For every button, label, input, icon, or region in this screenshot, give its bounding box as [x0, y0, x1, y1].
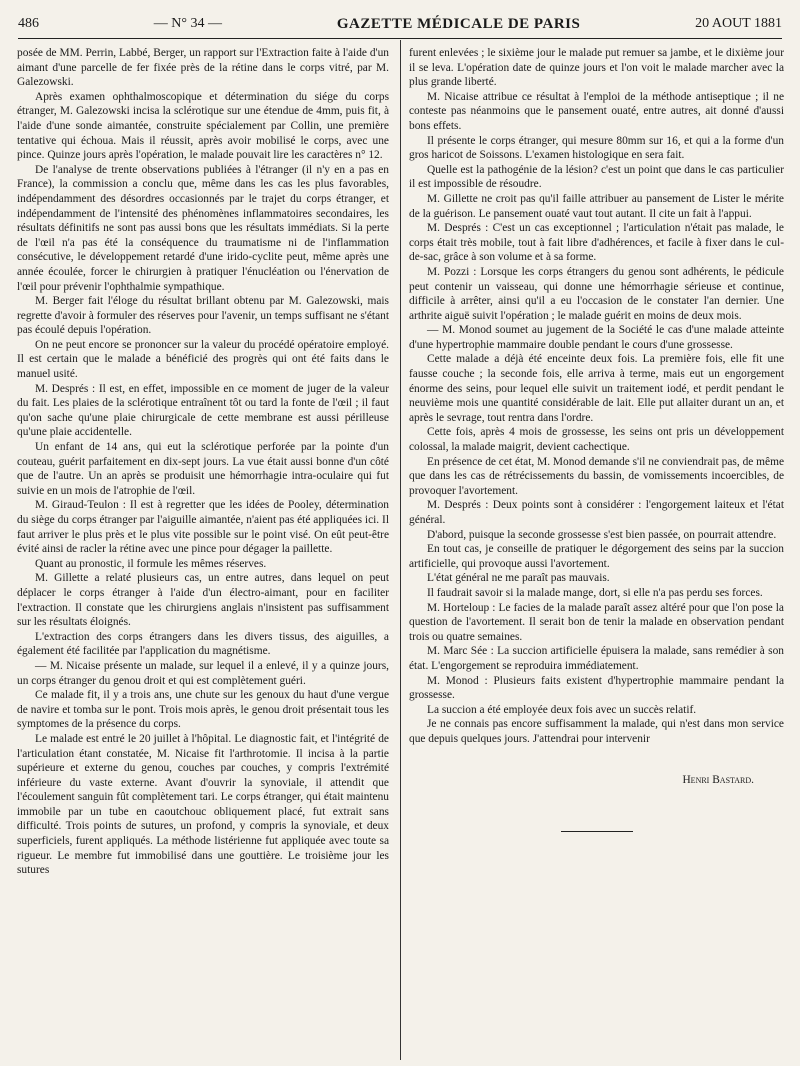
column-divider — [400, 40, 401, 1060]
paragraph: Je ne connais pas encore suffisamment la malade, qui n'est dans mon service que depuis quelques jours. J'attendrai pour intervenir — [409, 718, 784, 745]
paragraph: D'abord, puisque la seconde grossesse s'est bien passée, on pourrait attendre. — [427, 528, 777, 541]
paragraph: M. Gillette a relaté plusieurs cas, un entre autres, dans lequel on peut déplacer le corps étranger à l'aide d'un électro-aimant, pour en faciliter l'extraction. Il constate que les chirurgiens anglais n'insistent pas suffisamment sur les résultats éloignés. — [17, 572, 389, 629]
paragraph: M. Marc Sée : La succion artificielle épuisera la malade, sans remédier à son état. L'engorgement se reproduira immédiatement. — [409, 645, 784, 672]
paragraph: M. Horteloup : Le facies de la malade paraît assez altéré pour que l'on pose la question de l'avortement. Il serait bon de tenir la malade en observation pendant trois ou quatre semaines. — [409, 601, 784, 643]
paragraph: M. Després : Il est, en effet, impossible en ce moment de juger de la valeur du fait. Les plaies de la sclérotique entraînent tôt ou tard la fonte de l'œil ; il faut qu'on sache qu'une plaie chirurgicale de cette membrane est aussi périlleuse qu'une plaie accidentelle. — [17, 382, 389, 439]
left-column — [17, 46, 389, 1061]
paragraph: M. Després : Deux points sont à considérer : l'engorgement laiteux et l'état général. — [409, 499, 784, 526]
paragraph: Après examen ophthalmoscopique et détermination du siége du corps étranger, M. Galezowski incisa la sclérotique sur une étendue de 4mm, puis fit, à l'aide d'une sonde aimantée, construite spécialement par Collin, une première tentative qui échoua. Mais il réussit, après avoir mobilisé le corps, avec une pince. Quinze jours après l'opération, le malade pouvait lire les caractères n° 12. — [17, 90, 389, 162]
page-header — [18, 12, 782, 36]
paragraph: Cette fois, après 4 mois de grossesse, les seins ont pris un développement colossal, la malade maigrit, devient cachectique. — [409, 426, 784, 454]
paragraph: Il faudrait savoir si la malade mange, dort, si elle n'a pas perdu ses forces. — [427, 586, 763, 599]
paragraph: Un enfant de 14 ans, qui eut la sclérotique perforée par la pointe d'un couteau, guérit parfaitement en dix-sept jours. La vue était aussi bonne d'un côté que de l'autre. Un an après se produisit une hémorrhagie intra-oculaire qui fut suivie en un mois de l'atrophie de l'œil. — [17, 441, 389, 497]
issue-date: 20 AOUT 1881 — [695, 16, 782, 31]
paragraph: La succion a été employée deux fois avec un succès relatif. — [427, 703, 697, 716]
paragraph: De l'analyse de trente observations publiées à l'étranger (il n'y en a pas en France), la commission a conclu que, même dans les cas les plus favorables, indépendamment des désordres occasionnés par le trajet du corps étranger, et indépendamment de l'intensité des phénomènes inflammatoires secondaires, les résultats définitifs ne sont pas aussi bons que les résultats immédiats. Si la perte de l'œil n'a pas été la conséquence du traumatisme ni de l'inflammation consécutive, le développement retardé d'une irido-cyclite peut, même après une année écoulée, forcer le chirurgien à pratiquer l'énucléation ou l'énervation de l'œil pour prévenir l'ophthalmie sympathique. — [17, 163, 389, 293]
paragraph: M. Monod : Plusieurs faits existent d'hypertrophie mammaire pendant la grossesse. — [409, 674, 784, 702]
paragraph: Quelle est la pathogénie de la lésion? c'est un point que dans le cas particulier il est impossible de résoudre. — [409, 163, 784, 191]
paragraph: M. Després : C'est un cas exceptionnel ; l'articulation n'était pas malade, le corps était très mobile, tout à fait libre d'adhérences, et facile à fixer dans le cul-de-sac, grâce à son volume et à sa forme. — [409, 222, 784, 264]
paragraph: M. Gillette ne croit pas qu'il faille attribuer au pansement de Lister le mérite de la guérison. Le pansement ouaté vaut tout autant. Il cite un fait à l'appui. — [409, 192, 784, 220]
paragraph: En tout cas, je conseille de pratiquer le dégorgement des seins par la succion artificielle, qui provoque aussi l'avortement. — [409, 543, 784, 570]
paragraph: Ce malade fit, il y a trois ans, une chute sur les genoux du haut d'une vergue de navire et tomba sur le pont. Trois mois après, le genou droit présentait tous les symptomes de la présence du corps. — [17, 689, 389, 731]
paragraph: M. Nicaise attribue ce résultat à l'emploi de la méthode antiseptique ; il ne conteste pas néanmoins que le pansement ouaté, entre autres, ait donné d'aussi bons effets. — [409, 90, 784, 132]
paragraph: Cette malade a déjà été enceinte deux fois. La première fois, elle fit une fausse couche ; la seconde fois, elle arriva à terme, mais eut un engorgement énorme des seins, pour lequel elle suivit un traitement iodé, et perdit pendant le neuvième mois une quantité considérable de lait. Elle put allaiter durant un an, et après le sevrage, tout rentra dans l'ordre. — [409, 353, 784, 424]
journal-title: GAZETTE MÉDICALE DE PARIS — [336, 15, 581, 32]
paragraph: M. Giraud-Teulon : Il est à regretter que les idées de Pooley, détermination du siège du corps étranger par l'aiguille aimantée, n'aient pas été appliquées ici. Il faut arriver le plus près et le plus vite possible sur le point visé. On eût peut-être évité ainsi de racler la rétine avec une pince pour dégager la paillette. — [17, 499, 389, 556]
paragraph: On ne peut encore se prononcer sur la valeur du procédé opératoire employé. Il est certain que le malade a bénéficié des progrès qui ont été faits dans le manuel usité. — [17, 338, 389, 381]
paragraph: Quant au pronostic, il formule les mêmes réserves. — [35, 557, 267, 570]
paragraph: — M. Nicaise présente un malade, sur lequel il a enlevé, il y a quinze jours, un corps étranger du genou droit et qui est complètement guéri. — [17, 659, 389, 687]
paragraph: furent enlevées ; le sixième jour le malade put remuer sa jambe, et le dixième jour il se leva. L'opération date de quinze jours et l'on voit le malade marcher avec la plus grande liberté. — [409, 47, 784, 89]
paragraph: En présence de cet état, M. Monod demande s'il ne conviendrait pas, de même que dans les cas de rétrécissements du bassin, de vomissements incoercibles, de provoquer l'avortement. — [409, 455, 784, 497]
header-rule — [18, 38, 782, 39]
paragraph: — M. Monod soumet au jugement de la Société le cas d'une malade atteinte d'une hypertrophie mammaire double pendant le cours d'une grossesse. — [409, 324, 784, 351]
page-number: 486 — [18, 16, 39, 31]
end-rule — [561, 831, 633, 832]
paragraph: Il présente le corps étranger, qui mesure 80mm sur 16, et qui a la forme d'un gros haricot de Soissons. L'examen histologique en sera fait. — [409, 134, 784, 162]
paragraph: L'extraction des corps étrangers dans les divers tissus, des aiguilles, a également été facilitée par l'application du magnétisme. — [17, 630, 389, 658]
paragraph: L'état général ne me paraît pas mauvais. — [427, 572, 610, 585]
paragraph: M. Pozzi : Lorsque les corps étrangers du genou sont adhérents, le pédicule peut contenir un vaisseau, qui donne une hémorrhagie sérieuse et continue, difficile à arrêter, ainsi qu'il a eu l'occasion de le constater l'an dernier. Une arthrite aiguë suivit l'opération ; le malade guérit en moins de deux mois. — [409, 265, 784, 322]
paragraph: Le malade est entré le 20 juillet à l'hôpital. Le diagnostic fait, et l'intégrité de l'articulation étant constatée, M. Nicaise fit l'arthrotomie. Il incisa à la partie supérieure et externe du genou, couches par couches, y compris l'extrémité inférieure du vaste externe. Avant d'ouvrir la synoviale, il attendit que l'écoulement sanguin fût complètement tari. Le corps étranger, qui était maintenu immobile par un tube en caoutchouc obliquement placé, fut extrait sans difficulté. Trois points de sutures, un profond, y compris la synoviale, et deux superficiels, furent appliqués. La méthode listérienne fut appliquée avec toute sa rigueur. Le membre fut immobilisé dans une gouttière. Le troisième jour les sutures — [17, 732, 389, 877]
paragraph: posée de MM. Perrin, Labbé, Berger, un rapport sur l'Extraction faite à l'aide d'un aimant d'une parcelle de fer fixée près de la rétine dans le corps vitré, par M. Galezowski. — [17, 47, 389, 89]
paragraph: M. Berger fait l'éloge du résultat brillant obtenu par M. Galezowski, mais regrette d'avoir à formuler des réserves pour l'avenir, un temps suffisant ne s'étant pas écoulé depuis l'opération. — [17, 295, 389, 337]
issue-number: — N° 34 — — [153, 16, 223, 31]
author-signature: Henri Bastard. — [682, 773, 754, 786]
right-column — [409, 46, 784, 1061]
